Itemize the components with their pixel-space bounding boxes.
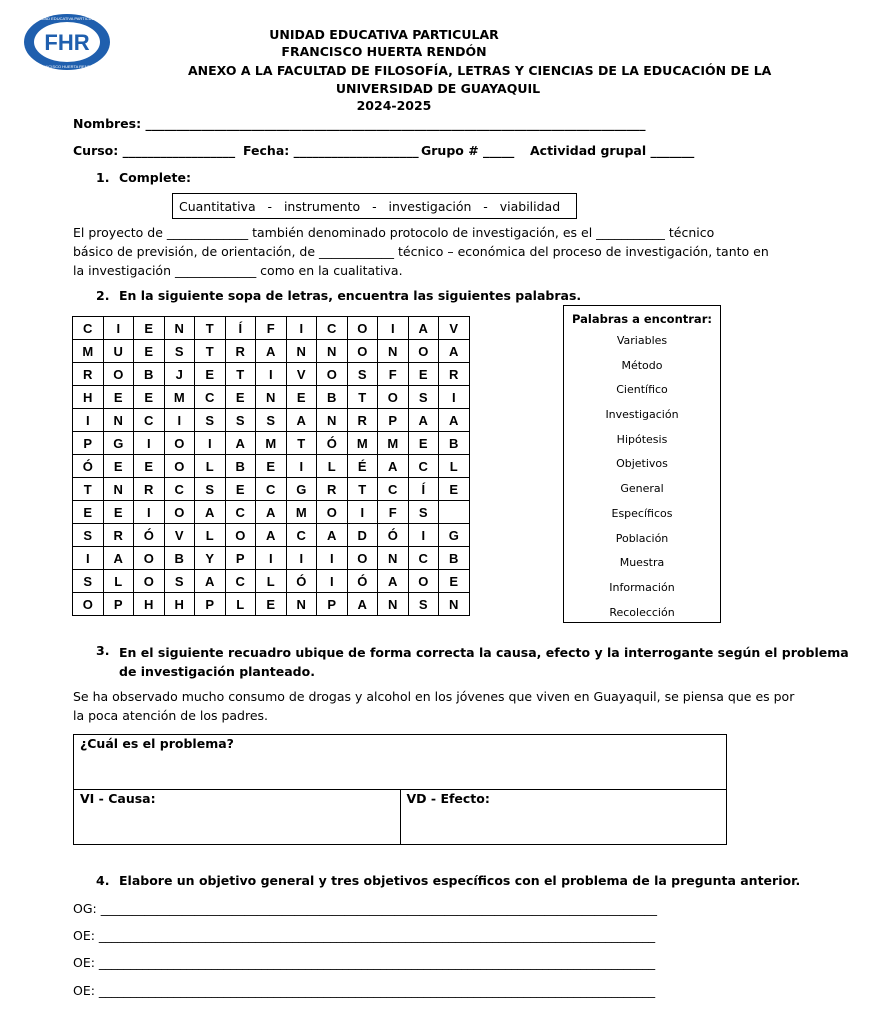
grid-row [73,570,470,593]
word-list-item: Población [615,531,669,545]
logo-ring-bottom: FRANCISCO HUERTA RENDÓN [37,64,97,69]
grid-cell[interactable]: P [103,593,134,616]
grid-cell[interactable]: O [134,570,165,593]
grid-cell[interactable]: H [134,593,165,616]
grid-row [73,409,470,432]
grid-cell[interactable]: B [164,547,195,570]
grid-cell[interactable]: N [256,386,287,409]
actividad-label: Actividad grupal [530,143,647,158]
grid-cell[interactable]: T [347,386,378,409]
grid-cell[interactable]: O [347,340,378,363]
grid-cell[interactable]: R [134,478,165,501]
grid-row [73,478,470,501]
grid-cell[interactable]: N [378,340,409,363]
grid-cell[interactable]: T [347,478,378,501]
cause-label: VI - Causa: [80,791,156,806]
grid-cell[interactable]: A [378,570,409,593]
grupo-row [421,143,514,158]
q3-title-line1: En el siguiente recuadro ubique de forma correcta la causa, efecto y la interrogante según el problema [119,645,849,660]
grid-cell[interactable]: N [378,593,409,616]
school-year: 2024-2025 [356,98,432,113]
grid-cell[interactable]: C [286,524,317,547]
grid-cell[interactable]: M [256,432,287,455]
grid-cell[interactable]: N [378,547,409,570]
grid-cell[interactable]: L [439,455,470,478]
grid-cell[interactable]: I [286,547,317,570]
grid-cell[interactable]: R [103,524,134,547]
grid-row [73,432,470,455]
grid-cell[interactable]: M [164,386,195,409]
grid-cell[interactable]: S [164,340,195,363]
grid-cell[interactable]: I [134,432,165,455]
grid-cell[interactable]: E [134,386,165,409]
grid-cell[interactable]: C [73,317,104,340]
grid-cell[interactable]: L [225,593,256,616]
school-affiliation: ANEXO A LA FACULTAD DE FILOSOFÍA, LETRAS Y CIENCIAS DE LA EDUCACIÓN DE LA [188,63,772,78]
grid-cell[interactable]: N [317,409,348,432]
grid-cell[interactable]: O [225,524,256,547]
grid-cell[interactable]: B [439,432,470,455]
nombres-label: Nombres: [73,116,142,131]
grid-cell[interactable]: Í [225,317,256,340]
effect-cell[interactable] [400,790,727,844]
grid-cell[interactable]: N [317,340,348,363]
grid-cell[interactable]: I [134,501,165,524]
grid-cell[interactable]: O [164,501,195,524]
grid-cell[interactable]: N [103,478,134,501]
grid-cell[interactable]: C [378,478,409,501]
grid-cell[interactable]: Y [195,547,226,570]
grid-cell[interactable]: T [286,432,317,455]
grid-cell[interactable]: I [347,501,378,524]
grid-cell[interactable]: N [286,340,317,363]
grid-cell[interactable]: S [256,409,287,432]
grid-cell[interactable]: A [317,524,348,547]
grid-cell[interactable]: P [73,432,104,455]
grid-cell[interactable]: I [195,432,226,455]
grid-cell[interactable]: P [317,593,348,616]
grid-cell[interactable]: M [286,501,317,524]
grid-cell[interactable]: E [439,478,470,501]
grid-cell[interactable]: O [103,363,134,386]
school-name-line1: UNIDAD EDUCATIVA PARTICULAR [269,27,499,42]
grid-cell[interactable]: E [225,478,256,501]
school-name-line2: FRANCISCO HUERTA RENDÓN [281,44,487,59]
grid-cell[interactable]: I [286,455,317,478]
effect-label: VD - Efecto: [406,791,490,806]
grid-cell[interactable]: E [103,386,134,409]
grid-cell[interactable]: E [225,386,256,409]
grid-cell[interactable]: M [73,340,104,363]
grid-cell[interactable]: T [195,340,226,363]
grid-cell[interactable]: I [164,409,195,432]
grid-cell[interactable]: L [195,524,226,547]
grid-cell[interactable]: C [317,317,348,340]
grid-cell[interactable]: E [73,501,104,524]
grid-cell[interactable]: I [439,386,470,409]
fecha-label: Fecha: [243,143,290,158]
grid-cell[interactable]: E [408,432,439,455]
grid-cell[interactable]: B [225,455,256,478]
oe-line-1[interactable]: OE: _________________________________________________________________________________________ [73,928,656,943]
grid-cell[interactable]: F [378,363,409,386]
grid-cell[interactable]: C [225,501,256,524]
grid-row [73,386,470,409]
grid-cell[interactable]: S [73,570,104,593]
grid-cell[interactable]: O [73,593,104,616]
logo-text: FHR [44,30,90,55]
grid-cell[interactable]: Ó [347,570,378,593]
word-list-item: Información [609,580,675,594]
curso-label: Curso: [73,143,119,158]
grid-cell[interactable]: P [225,547,256,570]
grid-cell[interactable]: A [195,570,226,593]
grid-cell[interactable]: B [134,363,165,386]
grid-cell[interactable]: N [103,409,134,432]
grid-cell[interactable]: F [378,501,409,524]
grid-cell[interactable]: E [195,363,226,386]
grid-cell[interactable]: R [347,409,378,432]
grid-cell[interactable]: A [103,547,134,570]
grid-cell[interactable]: Í [408,478,439,501]
grid-cell[interactable]: L [256,570,287,593]
q1-number: 1. [96,170,110,185]
grid-cell[interactable]: É [347,455,378,478]
grid-cell[interactable]: L [103,570,134,593]
grid-cell[interactable]: Ó [73,455,104,478]
grid-cell[interactable]: B [439,547,470,570]
grid-cell[interactable]: F [256,317,287,340]
grid-cell[interactable]: I [317,547,348,570]
word-list-title: Palabras a encontrar: [572,312,712,326]
word-list-item: Hipótesis [616,432,668,446]
grid-cell[interactable]: R [225,340,256,363]
grid-row [73,524,470,547]
grid-cell[interactable]: O [317,363,348,386]
grid-cell[interactable]: Ó [317,432,348,455]
word-search-grid [72,316,470,616]
grid-cell[interactable]: I [256,363,287,386]
grid-cell[interactable]: S [408,593,439,616]
grid-cell[interactable]: C [195,386,226,409]
q3-number: 3. [96,643,110,658]
grid-cell[interactable]: C [408,455,439,478]
grid-row [73,547,470,570]
og-line[interactable]: OG: _________________________________________________________________________________________ [73,901,657,916]
grid-cell[interactable]: V [439,317,470,340]
grid-row [73,317,470,340]
grid-cell[interactable]: H [164,593,195,616]
word-list-item: Científico [616,383,668,397]
word-list-item: Muestra [619,556,665,570]
grid-cell[interactable]: Ó [378,524,409,547]
problem-cell[interactable] [74,735,726,790]
grid-cell[interactable]: L [317,455,348,478]
curso-blank[interactable]: __________________ [122,143,236,158]
grid-cell[interactable]: A [347,593,378,616]
q1-line3: la investigación _____________ como en la cualitativa. [73,263,403,278]
grid-cell[interactable]: E [286,386,317,409]
grid-cell[interactable]: G [439,524,470,547]
grid-cell[interactable]: R [439,363,470,386]
grid-cell[interactable]: A [195,501,226,524]
grid-cell[interactable]: O [317,501,348,524]
q4-title: Elabore un objetivo general y tres objetivos específicos con el problema de la pregunta anterior. [119,873,801,888]
university-name: UNIVERSIDAD DE GUAYAQUIL [335,81,541,96]
grid-cell[interactable]: I [103,317,134,340]
grid-cell[interactable]: P [378,409,409,432]
grid-cell[interactable]: A [256,524,287,547]
grid-cell[interactable]: O [408,570,439,593]
problem-table [73,734,727,845]
grid-cell[interactable]: E [134,317,165,340]
grid-cell[interactable]: A [378,455,409,478]
grid-cell[interactable]: E [408,363,439,386]
grid-cell[interactable] [439,501,470,524]
grid-cell[interactable]: E [103,501,134,524]
problem-label: ¿Cuál es el problema? [80,736,234,751]
grid-cell[interactable]: S [195,409,226,432]
q3-scenario [73,687,794,725]
grid-cell[interactable]: E [134,340,165,363]
nombres-blank[interactable]: ________________________________________________________________________________ [145,116,646,131]
nombres-row [73,116,645,131]
fecha-row [243,143,419,158]
grid-cell[interactable]: O [408,340,439,363]
grid-cell[interactable]: A [256,501,287,524]
grid-cell[interactable]: E [103,455,134,478]
fecha-blank[interactable]: ____________________ [293,143,419,158]
grid-cell[interactable]: E [256,455,287,478]
grid-cell[interactable]: C [256,478,287,501]
grid-cell[interactable]: T [195,317,226,340]
grid-cell[interactable]: C [408,547,439,570]
grid-cell[interactable]: P [195,593,226,616]
cause-cell[interactable] [74,790,400,844]
grid-cell[interactable]: I [408,524,439,547]
grid-cell[interactable]: I [73,547,104,570]
grid-cell[interactable]: M [378,432,409,455]
grid-cell[interactable]: S [195,478,226,501]
grid-cell[interactable]: A [286,409,317,432]
q1-word-bank: Cuantitativa - instrumento - investigación - viabilidad [172,193,577,219]
grid-row [73,593,470,616]
grid-cell[interactable]: O [164,432,195,455]
grid-cell[interactable]: C [225,570,256,593]
grid-cell[interactable]: I [378,317,409,340]
q1-paragraph [73,223,769,280]
grid-row [73,340,470,363]
grid-row [73,363,470,386]
grid-cell[interactable]: V [164,524,195,547]
grid-cell[interactable]: T [73,478,104,501]
grid-cell[interactable]: S [408,386,439,409]
grid-cell[interactable]: I [256,547,287,570]
grid-cell[interactable]: E [256,593,287,616]
oe-line-3[interactable]: OE: _________________________________________________________________________________________ [73,983,656,998]
grid-cell[interactable]: E [134,455,165,478]
grid-cell[interactable]: R [317,478,348,501]
word-list-item: Investigación [605,408,679,422]
q4-number: 4. [96,873,110,888]
grid-cell[interactable]: A [225,432,256,455]
grid-cell[interactable]: A [256,340,287,363]
grid-cell[interactable]: T [225,363,256,386]
grid-cell[interactable]: O [347,547,378,570]
grid-cell[interactable]: V [286,363,317,386]
word-list-item: General [620,482,664,496]
grid-row [73,455,470,478]
grid-cell[interactable]: N [439,593,470,616]
q3-scenario-line1: Se ha observado mucho consumo de drogas y alcohol en los jóvenes que viven en Guayaquil, se piensa que es por [73,689,795,704]
word-list-item: Objetivos [616,457,668,471]
school-logo [22,12,112,72]
grid-cell[interactable]: H [73,386,104,409]
logo-ring-top: UNIDAD EDUCATIVA PARTICULAR [34,16,100,21]
grid-cell[interactable]: N [164,317,195,340]
q3-scenario-line2: la poca atención de los padres. [73,708,269,723]
curso-row [73,143,235,158]
word-list-item: Recolección [609,605,675,619]
grid-cell[interactable]: S [164,570,195,593]
grid-cell[interactable]: I [73,409,104,432]
grid-cell[interactable]: O [378,386,409,409]
grid-cell[interactable]: N [286,593,317,616]
grid-cell[interactable]: L [195,455,226,478]
q1-title: Complete: [119,170,191,185]
grid-cell[interactable]: R [73,363,104,386]
grid-cell[interactable]: J [164,363,195,386]
actividad-row [530,143,694,158]
grid-row [73,501,470,524]
q2-number: 2. [96,288,110,303]
grid-cell[interactable]: O [164,455,195,478]
grid-cell[interactable]: G [286,478,317,501]
q2-title: En la siguiente sopa de letras, encuentra las siguientes palabras. [119,288,582,303]
q3-title [119,643,849,681]
grid-cell[interactable]: S [408,501,439,524]
grid-cell[interactable]: A [439,340,470,363]
word-list-item: Método [621,358,663,372]
actividad-blank[interactable]: _______ [650,143,695,158]
grid-cell[interactable]: E [439,570,470,593]
q1-line2: básico de previsión, de orientación, de ____________ técnico – económica del proceso de investigación, tanto en [73,244,769,259]
grid-cell[interactable]: I [317,570,348,593]
grid-cell[interactable]: A [439,409,470,432]
word-list-box [563,305,721,623]
grid-cell[interactable]: S [225,409,256,432]
grid-cell[interactable]: U [103,340,134,363]
oe-line-2[interactable]: OE: _________________________________________________________________________________________ [73,955,656,970]
grid-cell[interactable]: G [103,432,134,455]
grid-cell[interactable]: Ó [134,524,165,547]
grid-cell[interactable]: A [408,409,439,432]
grid-cell[interactable]: O [347,317,378,340]
grid-cell[interactable]: B [317,386,348,409]
grid-cell[interactable]: C [164,478,195,501]
grupo-blank[interactable]: _____ [483,143,515,158]
word-list-item: Variables [616,334,668,347]
grupo-label: Grupo # [421,143,479,158]
grid-cell[interactable]: O [134,547,165,570]
grid-cell[interactable]: Ó [286,570,317,593]
grid-cell[interactable]: S [73,524,104,547]
q1-line1: El proyecto de _____________ también denominado protocolo de investigación, es el ___________ técnico [73,225,715,240]
grid-cell[interactable]: S [347,363,378,386]
grid-cell[interactable]: A [408,317,439,340]
word-list-item: Específicos [611,506,673,520]
grid-cell[interactable]: C [134,409,165,432]
grid-cell[interactable]: M [347,432,378,455]
q3-title-line2: de investigación planteado. [119,664,315,679]
grid-cell[interactable]: D [347,524,378,547]
grid-cell[interactable]: I [286,317,317,340]
